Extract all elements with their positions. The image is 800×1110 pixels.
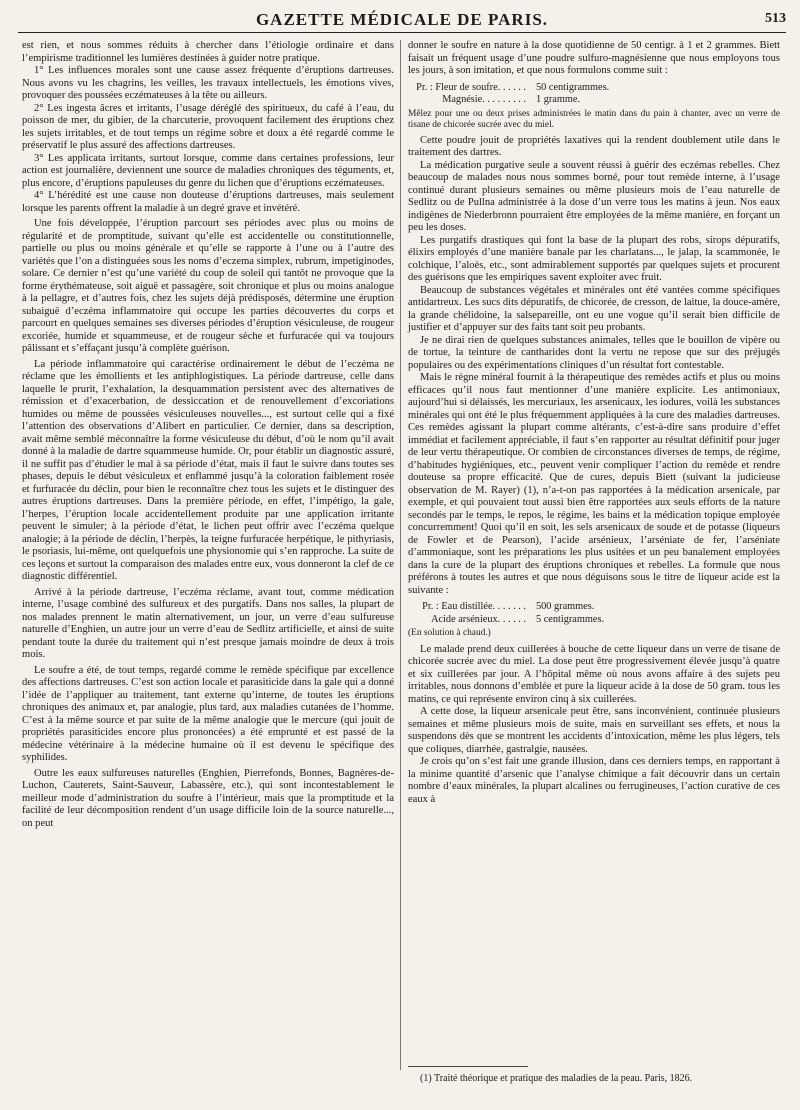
- paragraph: Outre les eaux sulfureuses naturelles (Enghien, Pierrefonds, Bonnes, Bagnères-de-Luchon, Cauterets, Saint-Sauveur, Labassère, etc.), qui sont incontestablement le meilleur mode d’administration du soufre à l’intérieur, mais que la promptitude et la facilité de leur décomposition rendent d’un usage difficile loin de la source naturelle..., on peut: [22, 767, 394, 829]
- paragraph: Je crois qu’on s’est fait une grande illusion, dans ces derniers temps, en rapportant à la minime quantité d’arsenic que l’analyse chimique a fait découvrir dans un certain nombre d’eaux minérales, la plupart alcalines ou ferrugineuses, l’action curative de ces eaux à: [408, 756, 780, 805]
- formula-dose: 1 gramme.: [536, 94, 581, 105]
- paragraph: Mais le règne minéral fournit à la thérapeutique des remèdes actifs et plus ou moins efficaces qu’il nous faut mentionner d’une manière explicite. Les antimoniaux, aujourd’hui si délaissés, les mercuriaux, les arsenicaux, les iodures, voilà les substances minérales qui ont été le plus fréquemment appliquées à la cure des maladies dartreuses. Ces remèdes agissant la plupart comme altérants, c’est-à-dire sans produire d’effet immédiat et facilement appréciable, il faut s’en rapporter au résultat définitif pour juger de leur vertu thérapeutique. Or combien de circonstances diverses de temps, de régime, d’habitudes hygiéniques, etc., peuvent venir compliquer l’action du remède et rendre douteuse sa propre efficacité. Que de cures, depuis Biett (suivant la judicieuse observation de M. Rayer) (1), n’a-t-on pas rapportées à la médication arsenicale, par exemple, et qui pouvaient tout aussi bien être rapportées aux seuls efforts de la nature secondés par le temps, le repos, le régime, les bains et la médication topique employée concurremment! Quoi qu’il en soit, les sels arsenicaux de soude et de potasse (liqueurs de Fowler et de Pearson), l’acide arsénieux, l’arséniate de fer, l’arséniate d’ammoniaque, sont les préparations les plus usitées et un peu banalement employées dans la cure de la plupart des éruptions chroniques et rebelles. La formule que nous préférons à toutes les autres et que nous déguisons sous le titre de liqueur acide est la suivante :: [408, 372, 780, 596]
- column-divider: [400, 40, 401, 1070]
- paragraph: Je ne dirai rien de quelques substances animales, telles que le bouillon de vipère ou de tortue, la teinture de cantharides dont la vertu ne repose que sur des préjugés populaires ou des expérimentations cliniques d’un résultat fort contestable.: [408, 334, 780, 371]
- formula-ingredient: Magnésie. . . . . . . . .: [442, 94, 526, 105]
- paragraph: 4° L’hérédité est une cause non douteuse d’éruptions dartreuses, mais seulement lorsque les parents offrent la maladie à un degré grave et invétéré.: [22, 190, 394, 214]
- formula-note: (En solution à chaud.): [408, 628, 491, 639]
- paragraph: Cette poudre jouit de propriétés laxatives qui la rendent doublement utile dans le traitement des dartres.: [408, 134, 780, 159]
- formula-line: [408, 614, 780, 627]
- formula-note: Mêlez pour une ou deux prises administrées le matin dans du pain à chanter, avec un verre de tisane de chicorée sucrée avec du miel.: [408, 108, 780, 130]
- paragraph: La médication purgative seule a souvent réussi à guérir des eczémas rebelles. Chez beaucoup de malades nous nous sommes borné, pour tout remède interne, à l’usage continué durant plusieurs semaines ou même plusieurs mois de l’eau naturelle de Sedlitz ou de Pullna administrée à la dose d’un verre tous les matins à jeun. Nos eaux indigènes de Niederbronn pourraient être employées de la même manière, en forçant un peu les doses.: [408, 159, 780, 234]
- paragraph: A cette dose, la liqueur arsenicale peut être, sans inconvénient, continuée plusieurs semaines et même plusieurs mois de suite, mais en surveillant ses effets, et nous la suspendons dès que se montrent les accidents d’intoxication, même les plus légers, tels que coliques, diarrhée, gastralgie, nausées.: [408, 706, 780, 755]
- footnote: (1) Traité théorique et pratique des maladies de la peau. Paris, 1826.: [420, 1073, 693, 1084]
- formula-powder: [408, 82, 780, 107]
- formula-line: [408, 82, 780, 95]
- footnote-rule: [408, 1066, 528, 1067]
- formula-ingredient: Pr. : Fleur de soufre. . . . . .: [416, 81, 526, 93]
- formula-ingredient: Pr. : Eau distillée. . . . . . .: [422, 601, 526, 613]
- paragraph: Le soufre a été, de tout temps, regardé comme le remède spécifique par excellence des affections dartreuses. C’est son action locale et parasiticide dans la gale qui a donné l’idée de l’appliquer au traitement, tant externe qu’interne, de toutes les éruptions chroniques des animaux et, par analogie, plus tard, aux maladies cutanées de l’homme. C’est à la même source et par suite de la même analogie que le mercure (qui jouit de propriétés parasiticides encore plus prononcées) a été emprunté et est passé de la médecine vétérinaire à la médecine humaine où il est devenu le spécifique des syphilides.: [22, 664, 394, 763]
- paragraph: 1° Les influences morales sont une cause assez fréquente d’éruptions dartreuses. Nous avons vu les chagrins, les veilles, les travaux intellectuels, les émotions vives, provoquer des poussées eczémateuses à la tête ou ailleurs.: [22, 65, 394, 101]
- formula-line: [408, 94, 780, 107]
- paragraph: Le malade prend deux cuillerées à bouche de cette liqueur dans un verre de tisane de chicorée sucrée avec du miel. La dose peut être progressivement élevée jusqu’à quatre et six cuillerées par jour. A l’hôpital même où nous avons affaire à des sujets peu irritables, nous donnons d’emblée et pure la liqueur acide à la dose de 50 gram. tous les matins, ce qui représente environ cinq à six cuillerées.: [408, 643, 780, 705]
- formula-liqueur: [408, 601, 780, 626]
- paragraph: 2° Les ingesta âcres et irritants, l’usage déréglé des spiritueux, du café à l’eau, du poisson de mer, du gibier, de la charcuterie, provoquent facilement des éruptions chez les sujets irritables, et de tout temps un régime sobre et doux a été regardé comme le préservatif le plus assuré des affections dartreuses.: [22, 102, 394, 151]
- paragraph: Arrivé à la période dartreuse, l’eczéma réclame, avant tout, comme médication interne, l’usage combiné des sulfureux et des purgatifs. Dans nos salles, la plupart de nos malades prennent le matin alternativement, un jour, un verre d’eau sulfureuse naturelle d’Enghien, un autre jour un verre d’eau de Sedlitz artificielle, et ainsi de suite pendant toute la durée du traitement qui n’est presque jamais moindre de deux à trois mois.: [22, 586, 394, 660]
- formula-dose: 5 centigrammes.: [536, 613, 605, 625]
- journal-title: GAZETTE MÉDICALE DE PARIS.: [255, 10, 549, 29]
- page-header: [18, 6, 786, 33]
- right-column: [408, 40, 780, 806]
- paragraph: Beaucoup de substances végétales et minérales ont été vantées comme spécifiques antidartreux. Les sucs dits dépuratifs, de chicorée, de cresson, de laitue, la douce-amère, la grande chélidoine, la salsepareille, ont eu une vogue qu’il serait bien difficile de justifier et d’appuyer sur des faits tant soit peu probants.: [408, 284, 780, 334]
- paragraph: est rien, et nous sommes réduits à chercher dans l’étiologie ordinaire et dans l’empirisme traditionnel les lumières destinées à guider notre pratique.: [22, 40, 394, 64]
- paragraph: Les purgatifs drastiques qui font la base de la plupart des robs, sirops dépuratifs, élixirs employés d’une manière banale par les charlatans..., le jalap, la scammonée, le colchique, l’aloès, etc., sont admirablement supportés par quelques sujets et procurent des guérisons que les empiriques savent exploiter avec fruit.: [408, 234, 780, 284]
- left-column: [22, 40, 394, 830]
- formula-line: [408, 601, 780, 614]
- paragraph: La période inflammatoire qui caractérise ordinairement le début de l’eczéma ne réclame que les émollients et les antiphlogistiques. La période dartreuse, celle dans laquelle le prurit, l’exhalation, la desquammation persistent avec des alternatives de rémission et d’exacerbation, de dessiccation et de renouvellement d’excoriations humides ou même de poussées vésiculeuses nouvelles..., est surtout celle qui a fixé l’attention des observations d’Alibert en particulier. Ce dernier, dans sa description, avait même semblé méconnaître la forme vésiculeuse du début, d’où le nom qu’il avait donné à la maladie de dartre squammeuse humide. Or, pour établir un diagnostic assuré, il ne suffit pas d’étudier le mal à sa période d’état, mais il faut le suivre dans toutes ses phases, depuis le début vésiculeux et enflammé jusqu’à la coloration faiblement rosée et furfuracée du déclin, pour bien le reconnaître chez tous les sujets et le distinguer des autres éruptions dartreuses. Dans la première période, en effet, l’impétigo, la gale, l’herpes, l’éruption locale accidentellement produite par une application irritante peuvent le simuler; à la période d’état, le lichen peut offrir avec l’eczéma quelque analogie; à la période de déclin, l’herpès, la teigne furfuracée herpétique, le pithyriasis, le psoriasis, lui-même, ont quelquefois une physionomie qui s’en rapproche. La suite de ces leçons et surtout la comparaison des malades entre eux, vous donneront la clef de ce diagnostic différentiel.: [22, 358, 394, 582]
- formula-dose: 50 centigrammes.: [536, 81, 610, 93]
- paragraph: Une fois développée, l’éruption parcourt ses périodes avec plus ou moins de régularité et de promptitude, suivant qu’elle est accidentelle ou constitutionnelle, partielle ou plus ou moins générale et qu’elle se rapporte à l’une ou à l’autre des variétés que l’on a distinguées sous les noms d’eczema simplex, rubrum, impetiginodes, solare. Ce dernier n’est qu’une variété du coup de soleil qui tantôt ne provoque que la forme érythémateuse, soit aiguë et passagère, soit chronique et plus ou moins analogue à la pellagre, et d’autres fois, chez les sujets déjà prédisposés, détermine une éruption subaiguë d’eczéma inflammatoire qui occupe les parties découvertes du corps et parcourt en quelques semaines ses diverses périodes d’éruption vésiculeuse, de rougeur excoriée, humide et squammeuse, et de rougeur sèche et furfuracée qui va toujours pâlissant et s’effaçant jusqu’à complète guérison.: [22, 218, 394, 354]
- paragraph: 3° Les applicata irritants, surtout lorsque, comme dans certaines professions, leur action est journalière, deviennent une source de maladies chroniques des téguments, et, plus encore, d’éruptions papuleuses du genre du lichen que d’éruptions eczémateuses.: [22, 152, 394, 189]
- paragraph: donner le soufre en nature à la dose quotidienne de 50 centigr. à 1 et 2 grammes. Biett faisait un fréquent usage d’une poudre sulfuro-magnésienne que nous employons tous les jours, à son imitation, et que nous formulons comme suit :: [408, 40, 780, 76]
- formula-ingredient: Acide arsénieux. . . . . .: [431, 613, 526, 625]
- page-number: 513: [765, 11, 786, 26]
- formula-dose: 500 grammes.: [536, 601, 595, 613]
